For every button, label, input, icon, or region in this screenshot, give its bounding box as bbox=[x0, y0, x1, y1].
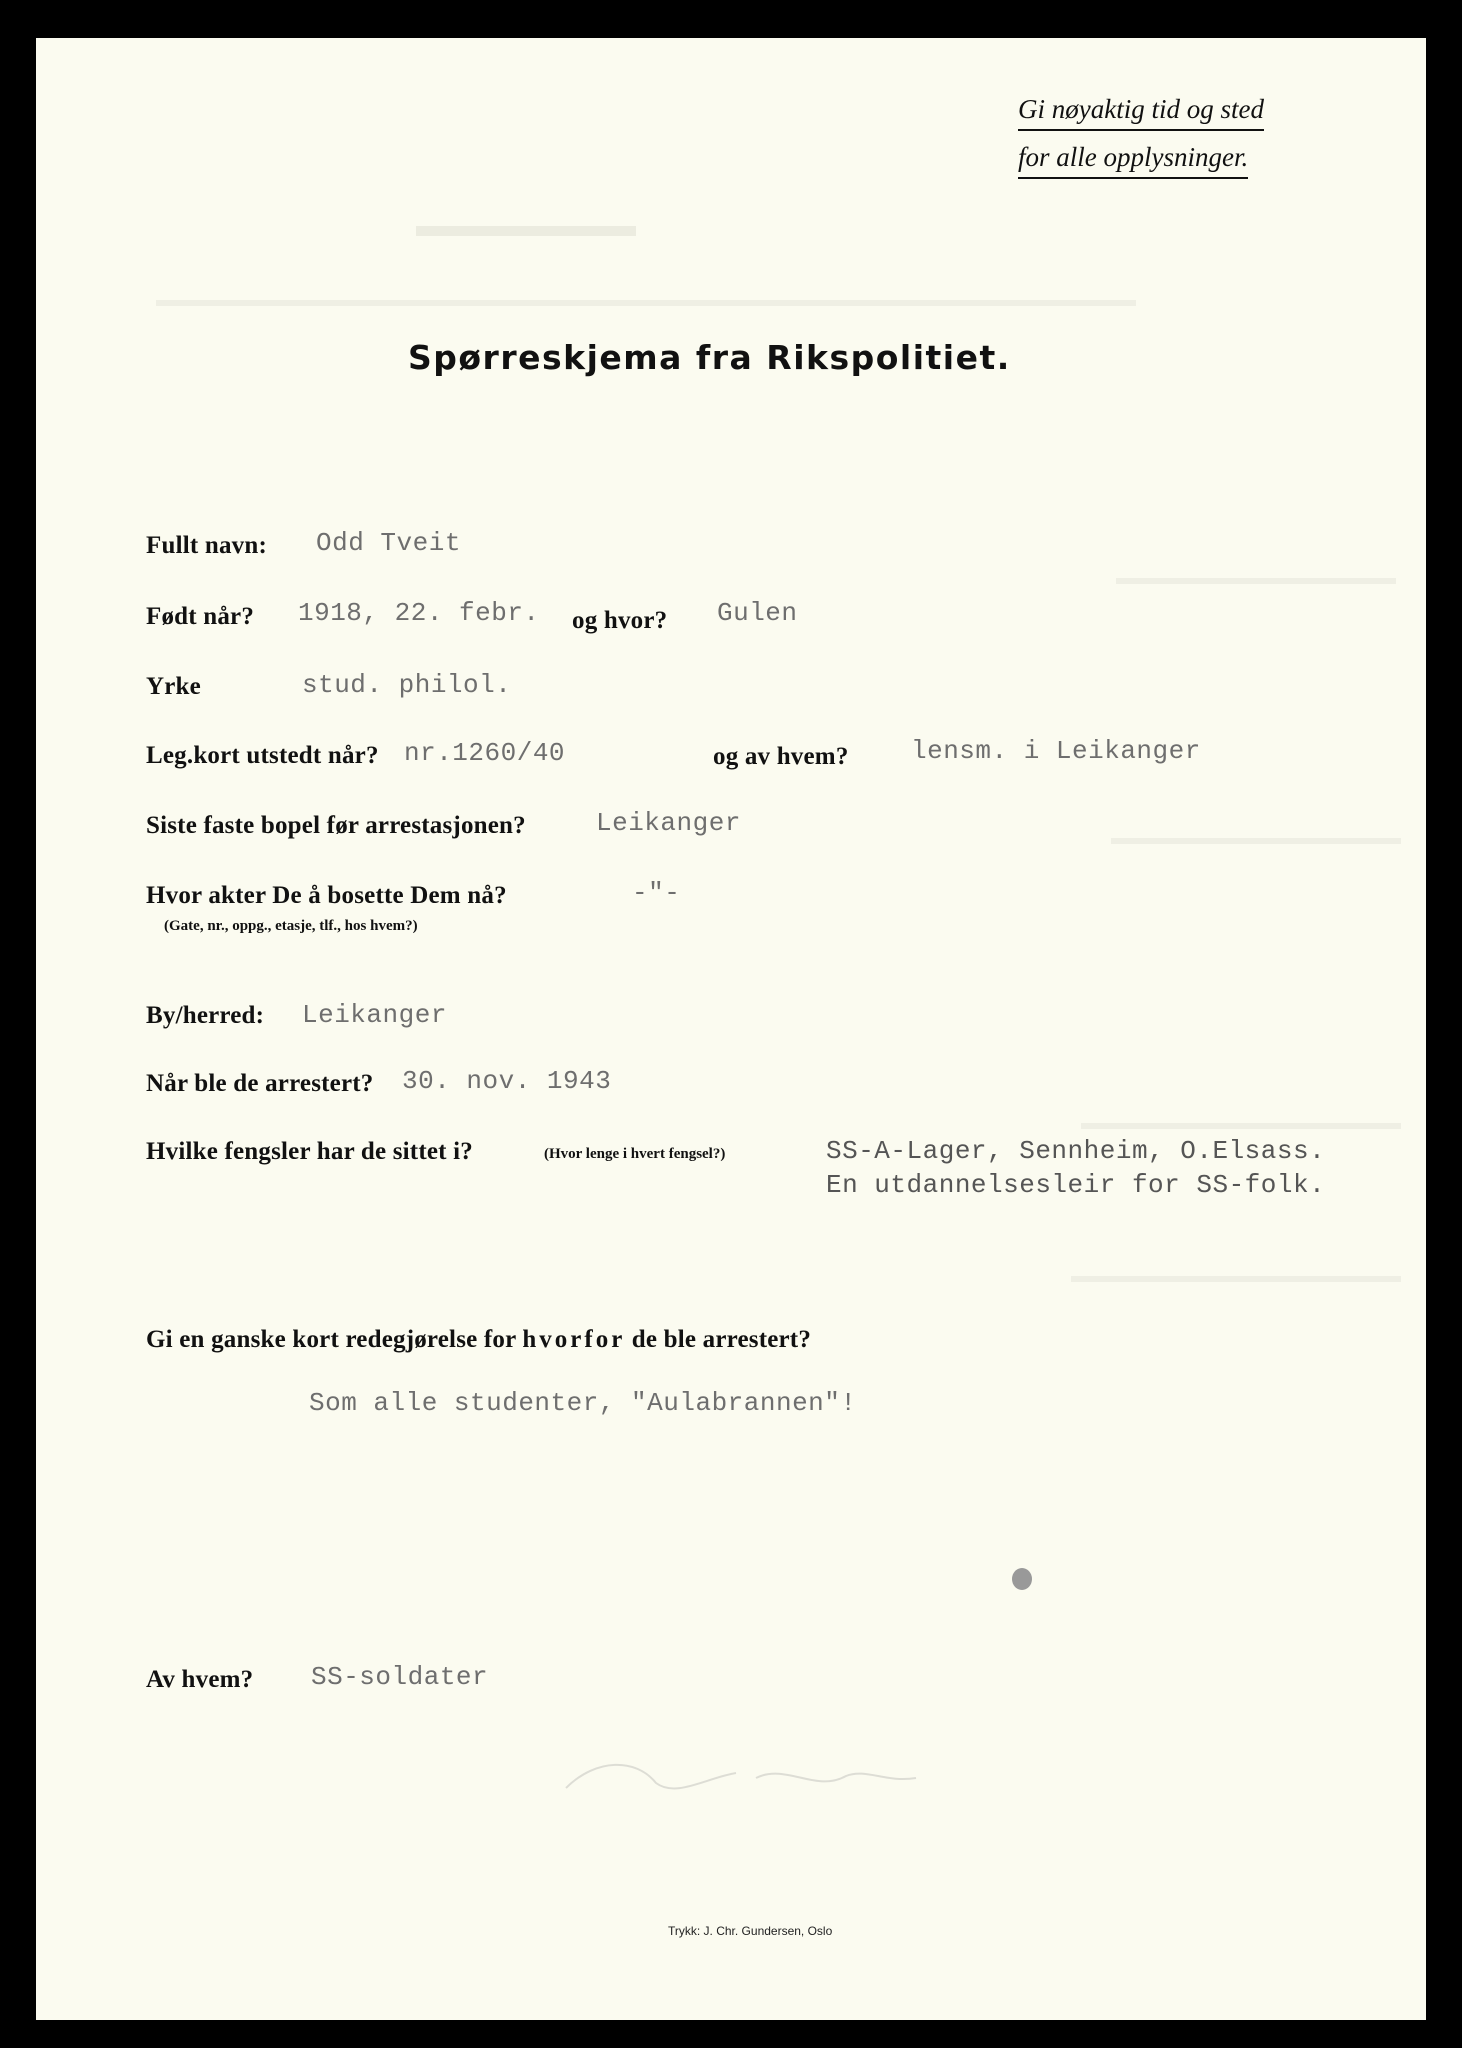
bleed-through-mark bbox=[1071, 1276, 1401, 1282]
last-address-value: Leikanger bbox=[596, 808, 741, 838]
occupation-label: Yrke bbox=[146, 673, 201, 700]
bleed-through-mark bbox=[416, 226, 636, 236]
full-name-label: Fullt navn: bbox=[146, 532, 267, 559]
id-card-by-value: lensm. i Leikanger bbox=[911, 736, 1201, 766]
bleed-through-mark bbox=[1111, 838, 1401, 844]
reason-label-emphasis: hvorfor bbox=[522, 1326, 626, 1353]
born-when-label: Født når? bbox=[146, 603, 255, 630]
reason-value: Som alle studenter, "Aulabrannen"! bbox=[309, 1388, 857, 1418]
bleed-through-mark bbox=[1081, 1123, 1401, 1129]
bleed-through-mark bbox=[156, 300, 1136, 306]
prisons-value-line2: En utdannelsesleir for SS-folk. bbox=[826, 1170, 1326, 1200]
full-name-value: Odd Tveit bbox=[316, 528, 461, 558]
questionnaire-page bbox=[36, 38, 1426, 2020]
header-note-line2: for alle opplysninger. bbox=[1018, 142, 1248, 179]
prisons-sublabel: (Hvor lenge i hvert fengsel?) bbox=[544, 1146, 726, 1162]
arrested-when-value: 30. nov. 1943 bbox=[402, 1066, 612, 1096]
reason-label-prefix: Gi en ganske kort redegjørelse for bbox=[146, 1326, 516, 1353]
id-card-by-label: og av hvem? bbox=[713, 743, 849, 770]
occupation-value: stud. philol. bbox=[302, 670, 512, 700]
town-label: By/herred: bbox=[146, 1002, 265, 1029]
prisons-label: Hvilke fengsler har de sittet i? bbox=[146, 1138, 473, 1165]
printer-footer: Trykk: J. Chr. Gundersen, Oslo bbox=[668, 1924, 833, 1938]
faint-signature bbox=[556, 1738, 936, 1808]
arrested-by-value: SS-soldater bbox=[311, 1662, 489, 1692]
arrested-when-label: Når ble de arrestert? bbox=[146, 1070, 374, 1097]
ink-spot bbox=[1012, 1568, 1032, 1590]
born-when-value: 1918, 22. febr. bbox=[298, 598, 540, 628]
town-value: Leikanger bbox=[302, 1000, 447, 1030]
future-address-value: -"- bbox=[632, 878, 681, 908]
prisons-value-line1: SS-A-Lager, Sennheim, O.Elsass. bbox=[826, 1136, 1326, 1166]
id-card-when-value: nr.1260/40 bbox=[404, 738, 566, 768]
arrested-by-label: Av hvem? bbox=[146, 1666, 254, 1693]
born-where-value: Gulen bbox=[717, 598, 798, 628]
last-address-label: Siste faste bopel før arrestasjonen? bbox=[146, 812, 526, 839]
header-note-line1: Gi nøyaktig tid og sted bbox=[1018, 94, 1264, 131]
reason-label-suffix: de ble arrestert? bbox=[631, 1326, 812, 1353]
future-address-sublabel: (Gate, nr., oppg., etasje, tlf., hos hvem?) bbox=[164, 918, 418, 934]
born-where-label: og hvor? bbox=[572, 607, 668, 634]
page-title: Spørreskjema fra Rikspolitiet. bbox=[408, 338, 1011, 377]
bleed-through-mark bbox=[1116, 578, 1396, 584]
reason-label bbox=[146, 1326, 811, 1354]
id-card-when-label: Leg.kort utstedt når? bbox=[146, 742, 379, 769]
future-address-label: Hvor akter De å bosette Dem nå? bbox=[146, 882, 507, 909]
